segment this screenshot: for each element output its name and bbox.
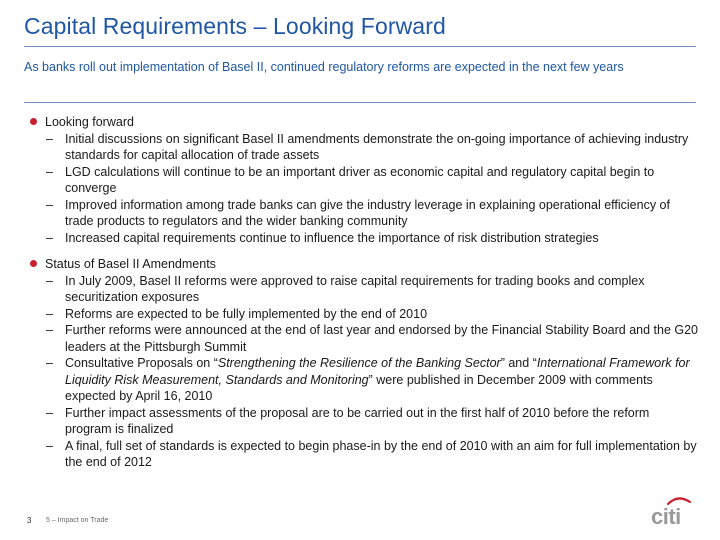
bullet-dot [30, 118, 37, 125]
sub-text: Further reforms were announced at the end of last year and endorsed by the Financial Stability Board and the G20 leaders at the Pittsburgh Summit [65, 323, 699, 354]
consultative-proposals-text [65, 356, 690, 403]
italic-title-liquidity: International Framework for Liquidity Risk Measurement, Standards and Monitoring [65, 356, 690, 387]
dash-marker: – [46, 438, 53, 453]
footer-label: 5 – Impact on Trade [46, 517, 109, 524]
bullet-looking-forward [28, 114, 698, 246]
dash-marker: – [46, 230, 53, 245]
title-divider [24, 46, 696, 47]
bullet-dot [30, 260, 37, 267]
sub-list [45, 273, 698, 471]
list-item [45, 355, 698, 405]
sub-text: Increased capital requirements continue to influence the importance of risk distribution strategies [65, 230, 599, 245]
list-item [45, 322, 698, 355]
list-item [45, 306, 698, 323]
subtitle-divider [24, 102, 696, 103]
text-run: ” were published in December 2009 with comments expected by April 16, 2010 [65, 372, 653, 403]
dash-marker: – [46, 405, 53, 420]
list-item [45, 438, 698, 471]
sub-list [45, 131, 698, 247]
text-run: Consultative Proposals on “ [65, 356, 218, 370]
dash-marker: – [46, 306, 53, 321]
slide-title: Capital Requirements – Looking Forward [24, 13, 446, 39]
slide-content [28, 114, 698, 471]
list-item [45, 164, 698, 197]
dash-marker: – [46, 323, 53, 337]
citi-logo [649, 493, 695, 527]
italic-title-resilience: Strengthening the Resilience of the Banking Sector [217, 356, 501, 370]
text-run: ” and “ [500, 356, 537, 370]
list-item [45, 273, 698, 306]
sub-text: Reforms are expected to be fully implemented by the end of 2010 [65, 306, 428, 321]
list-item [45, 131, 698, 164]
sub-text: Improved information among trade banks can give the industry leverage in explaining operational efficiency of trade products to regulators and the wider banking community [65, 197, 670, 228]
dash-marker: – [46, 356, 53, 370]
list-item [45, 405, 698, 438]
slide-subtitle: As banks roll out implementation of Basel II, continued regulatory reforms are expected in the next few years [24, 60, 624, 74]
dash-marker: – [46, 273, 53, 288]
page-number: 3 [27, 516, 32, 525]
sub-text: Initial discussions on significant Basel II amendments demonstrate the on-going importance of achieving industry standards for capital allocation of trade assets [65, 131, 689, 162]
citi-logo-text: citi [651, 504, 681, 527]
bullet-label: Status of Basel II Amendments [45, 257, 216, 271]
dash-marker: – [46, 164, 53, 179]
sub-text: In July 2009, Basel II reforms were approved to raise capital requirements for trading books and complex securitization exposures [65, 273, 645, 304]
dash-marker: – [46, 197, 53, 212]
list-item [45, 197, 698, 230]
list-item [45, 230, 698, 247]
bullet-label: Looking forward [45, 115, 134, 129]
sub-text: LGD calculations will continue to be an important driver as economic capital and regulatory capital begin to converge [65, 164, 655, 195]
sub-text: A final, full set of standards is expected to begin phase-in by the end of 2010 with an aim for full implementation by the end of 2012 [65, 438, 697, 469]
sub-text: Further impact assessments of the proposal are to be carried out in the first half of 2010 before the reform program is finalized [65, 405, 650, 436]
bullet-basel-status [28, 256, 698, 471]
dash-marker: – [46, 131, 53, 146]
